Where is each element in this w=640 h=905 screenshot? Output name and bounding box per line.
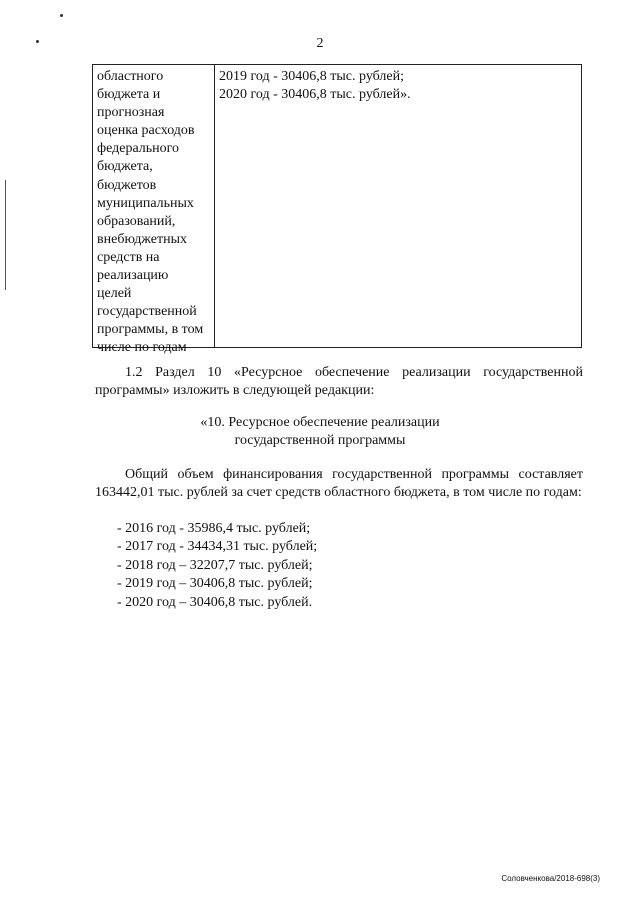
table-label-line: бюджета и — [97, 87, 161, 103]
list-item: - 2020 год – 30406,8 тыс. рублей. — [117, 594, 313, 610]
year-list — [117, 520, 317, 612]
amendment-paragraph: 1.2 Раздел 10 «Ресурсное обеспечение реализации государственной программы» изложить в следующей редакции: — [95, 365, 583, 398]
table-label-line: целей — [97, 286, 132, 302]
financing-paragraph: Общий объем финансирования государственной программы составляет 163442,01 тыс. рублей за счет средств областного бюджета, в том числе по годам: — [95, 467, 583, 500]
table-label-line: муниципальных — [97, 195, 194, 211]
table-label-line: внебюджетных — [97, 231, 188, 247]
table-label-line: областного — [97, 69, 164, 84]
document-reference: Соловченкова/2018-698(3) — [501, 874, 600, 883]
table-label-line: реализацию — [97, 268, 169, 284]
budget-table — [92, 64, 582, 356]
table-label-cell — [93, 65, 215, 356]
table-label-line: образований, — [97, 213, 176, 229]
scan-edge-mark — [5, 180, 6, 290]
scan-speck — [60, 14, 63, 17]
table-label-line: программы, в том — [97, 322, 204, 338]
table-value-line: 2020 год - 30406,8 тыс. рублей». — [219, 87, 411, 103]
table-value-line: 2019 год - 30406,8 тыс. рублей; — [219, 69, 405, 84]
table-label-line: оценка расходов — [97, 123, 195, 139]
table-label-line: бюджетов — [97, 177, 157, 193]
table-label-line: федерального — [97, 141, 180, 157]
table-label-line: бюджета, — [97, 159, 153, 175]
list-item: - 2017 год - 34434,31 тыс. рублей; — [117, 539, 318, 555]
section-heading-line1: «10. Ресурсное обеспечение реализации — [200, 415, 440, 430]
table-label-line: средств на — [97, 249, 160, 265]
table-value-cell — [215, 65, 581, 347]
table-label-line: государственной — [97, 304, 197, 320]
section-heading-line2: государственной программы — [234, 433, 406, 448]
table-label-line: прогнозная — [97, 105, 165, 121]
page-number: 2 — [316, 36, 324, 51]
list-item: - 2019 год – 30406,8 тыс. рублей; — [117, 576, 313, 592]
list-item: - 2018 год – 32207,7 тыс. рублей; — [117, 557, 313, 573]
section-heading — [0, 414, 640, 450]
list-item: - 2016 год - 35986,4 тыс. рублей; — [117, 521, 311, 536]
table-label-line: числе по годам — [97, 340, 187, 356]
